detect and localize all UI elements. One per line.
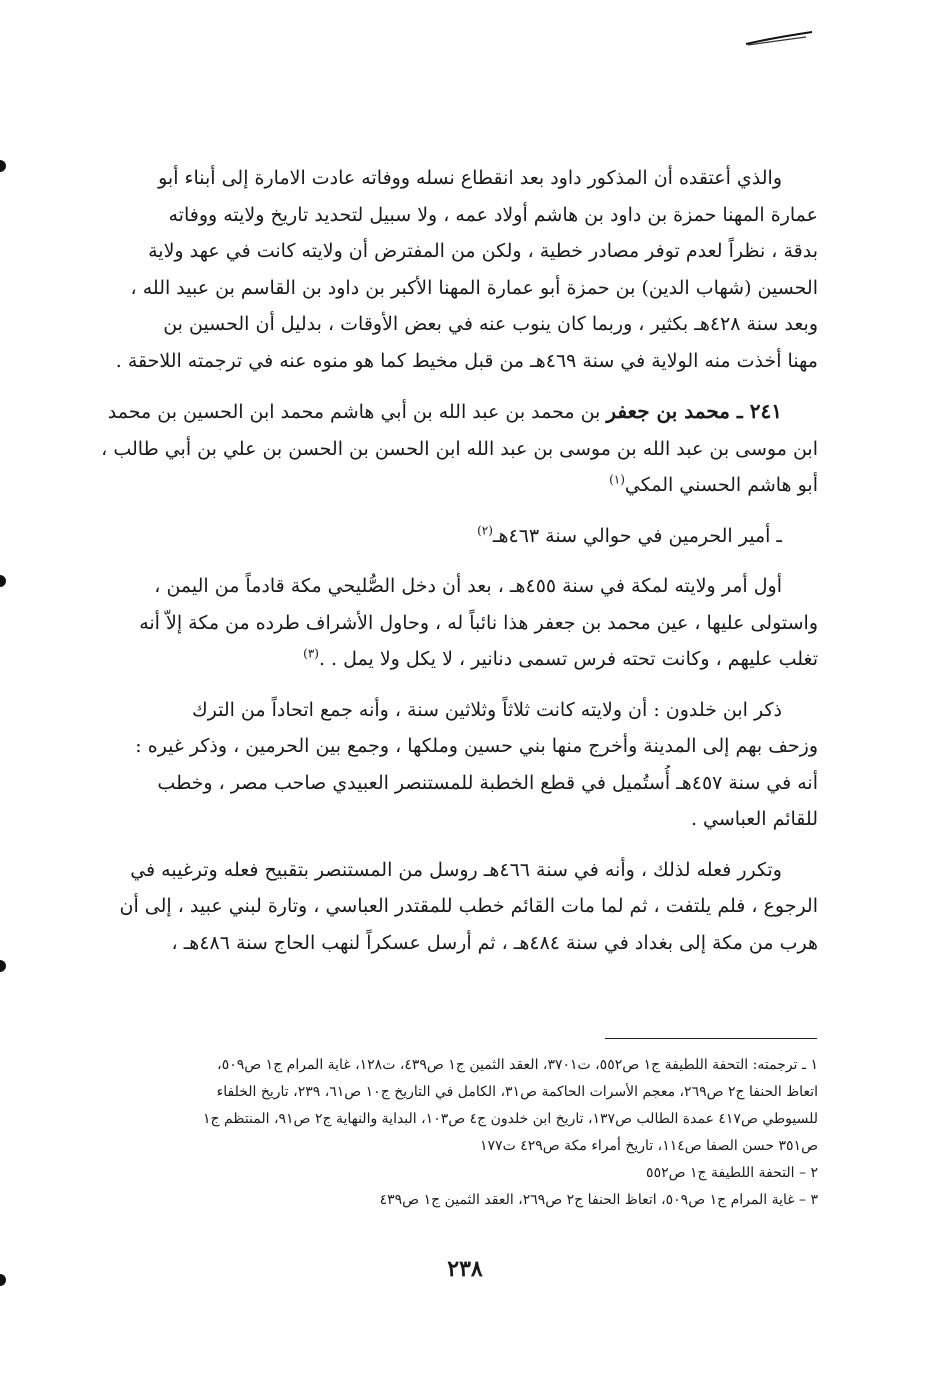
footnote-ref: (٣) <box>303 646 319 661</box>
text-line: وبعد سنة ٤٢٨هـ بكثير ، وربما كان ينوب عنه في بعض الأوقات ، بدليل أن الحسين بن <box>163 313 818 335</box>
text-line: هرب من مكة إلى بغداد في سنة ٤٨٤هـ ، ثم أرسل عسكراً لنهب الحاج سنة ٤٨٦هـ ، <box>171 931 818 954</box>
footnotes <box>96 1052 818 1214</box>
emir-line: ـ أمير الحرمين في حوالي سنة ٤٦٣هـ <box>492 524 782 547</box>
entry-kunya: أبو هاشم الحسني المكي <box>624 474 818 496</box>
text-line: واستولى عليها ، عين محمد بن جعفر هذا نائباً له ، وحاول الأشراف طرده من مكة إلاّ أنه <box>139 611 818 634</box>
footnote-line: ص٣٥١ حسن الصفا ص١١٤، تاريخ أمراء مكة ص٤٢٩ ت١٧٧ <box>480 1138 818 1154</box>
horse-line: تغلب عليهم ، وكانت تحته فرس تسمى دنانير ، لا يكل ولا يمل . . <box>318 648 818 670</box>
text-line: للقائم العباسي . <box>690 808 818 830</box>
footnote-line: ٣ – غاية المرام ج١ ص٥٠٩، اتعاظ الحنفا ج٢ ص٢٦٩، العقد الثمين ج١ ص٤٣٩ <box>379 1192 818 1208</box>
paragraph-1 <box>96 160 818 379</box>
text-line: الحسين (شهاب الدين) بن حمزة أبو عمارة المهنا الأكبر بن داود بن القاسم بن عبيد الله ، <box>130 276 818 299</box>
text-line: ذكر ابن خلدون : أن ولايته كانت ثلاثاً وثلاثين سنة ، وأنه جمع اتحاداً من الترك <box>191 698 782 721</box>
text-line: وتكرر فعله لذلك ، وأنه في سنة ٤٦٦هـ روسل من المستنصر بتقبيح فعله وترغيبه في <box>130 858 782 881</box>
entry-heading-rest: بن محمد بن عبد الله بن أبي هاشم محمد ابن الحسين بن محمد <box>107 401 601 423</box>
footnote-line: ٢ – التحفة اللطيفة ج١ ص٥٥٢ <box>646 1165 818 1181</box>
text-line: الرجوع ، فلم يلتفت ، ثم لما مات القائم خطب للمقتدر العباسي ، وتارة لبني عبيد ، إلى أن <box>119 895 818 917</box>
text-line: أول أمر ولايته لمكة في سنة ٤٥٥هـ ، بعد أن دخل الصُّليحي مكة قادماً من اليمن ، <box>154 575 782 597</box>
edge-mark <box>0 575 6 587</box>
text-line: مهنا أخذت منه الولاية في سنة ٤٦٩هـ من قبل مخيط كما هو منوه عنه في ترجمته اللاحقة . <box>115 349 818 372</box>
footnote-divider <box>605 1038 817 1039</box>
entry-heading: ٢٤١ ـ محمد بن جعفر <box>606 399 782 423</box>
edge-mark <box>0 960 6 972</box>
text-line <box>96 393 818 431</box>
text-line: بدقة ، نظراً لعدم توفر مصادر خطية ، ولكن من المفترض أن ولايته كانت في عهد ولاية <box>148 240 818 262</box>
footnote-ref: (١) <box>609 472 625 487</box>
footnote-line: اتعاظ الحنفا ج٢ ص٢٦٩، معجم الأسرات الحاكمة ص٣١، الكامل في التاريخ ج١٠ ص٦١، ٢٣٩، تاريخ الخلفاء <box>216 1084 818 1100</box>
edge-mark <box>0 1274 6 1286</box>
footnote-line: للسيوطي ص٤١٧ عمدة الطالب ص١٣٧، تاريخ ابن خلدون ج٤ ص١٠٣، البداية والنهاية ج٢ ص٩١، المنتظم ج١ <box>203 1111 818 1127</box>
text-line: أنه في سنة ٤٥٧هـ أُستُميل في قطع الخطبة للمستنصر العبيدي صاحب مصر ، وخطب <box>157 771 818 794</box>
text-line <box>96 518 818 555</box>
footnote-2 <box>96 1160 818 1187</box>
text-line <box>96 641 818 678</box>
edge-mark <box>0 160 6 172</box>
paragraph-3 <box>96 518 818 555</box>
text-line <box>96 467 818 504</box>
pen-stroke-mark <box>742 24 822 54</box>
text-line: ابن موسى بن عبد الله بن موسى بن عبد الله ابن الحسن بن الحسن بن علي بن أبي طالب ، <box>101 437 818 460</box>
footnote-3 <box>96 1187 818 1214</box>
footnote-ref: (٢) <box>477 523 493 538</box>
text-line: وزحف بهم إلى المدينة وأخرج منها بني حسين وملكها ، وجمع بين الحرمين ، وذكر غيره : <box>135 735 818 757</box>
footnote-1 <box>96 1052 818 1160</box>
text-line: والذي أعتقده أن المذكور داود بعد انقطاع نسله ووفاته عادت الامارة إلى أبناء أبو <box>158 167 782 189</box>
page-number: ٢٣٨ <box>447 1256 483 1282</box>
text-line: عمارة المهنا حمزة بن داود بن هاشم أولاد عمه ، ولا سبيل لتحديد تاريخ ولايته ووفاته <box>168 203 818 226</box>
entry-241 <box>96 393 818 504</box>
main-text <box>96 160 818 975</box>
paragraph-4 <box>96 568 818 678</box>
paragraph-5 <box>96 692 818 838</box>
paragraph-6 <box>96 852 818 962</box>
footnote-line: ١ ـ ترجمته: التحفة اللطيفة ج١ ص٥٥٢، ت٣٧٠١، العقد الثمين ج١ ص٤٣٩، ت١٢٨، غاية المرام ج١ ص٥٠٩، <box>217 1057 818 1073</box>
